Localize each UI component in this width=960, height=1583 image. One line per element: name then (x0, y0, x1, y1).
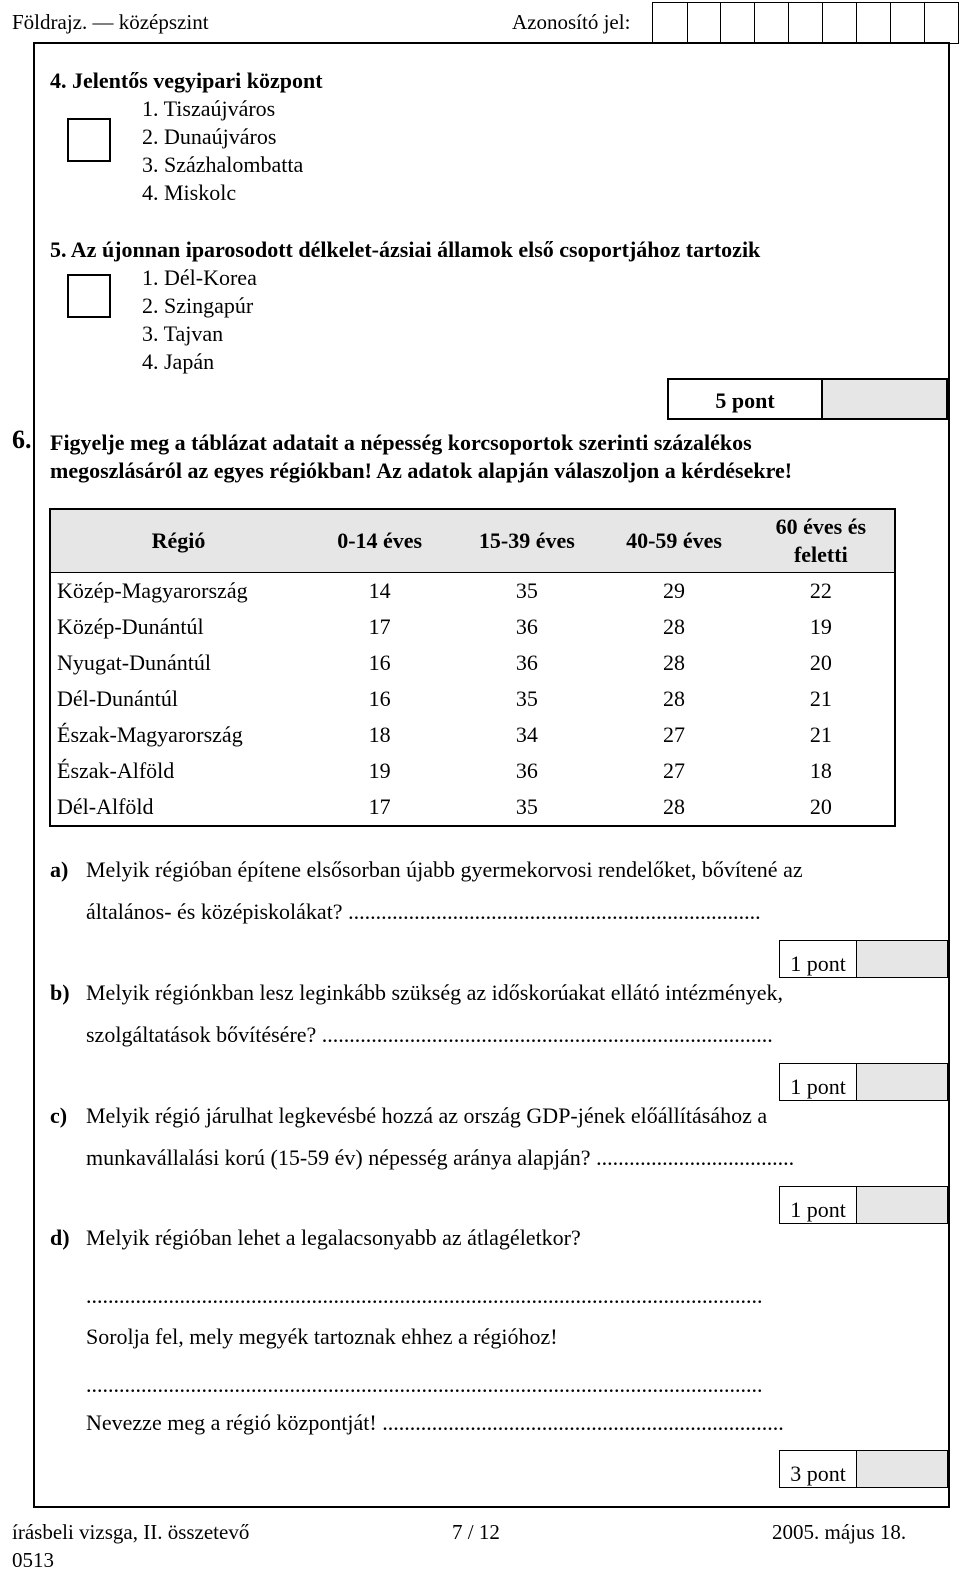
population-table (49, 508, 896, 827)
score-label: 1 pont (790, 1197, 846, 1222)
value-cell: 35 (515, 578, 538, 603)
q4-option: 2. Dunaújváros (142, 124, 277, 149)
q4-title: 4. Jelentős vegyipari központ (50, 68, 323, 93)
score-box-d (779, 1450, 948, 1488)
region-cell: Észak-Magyarország (57, 722, 243, 747)
value-cell: 35 (515, 794, 538, 819)
value-cell: 22 (809, 578, 832, 603)
score-label: 5 pont (715, 388, 775, 413)
q6-number: 6. (12, 425, 32, 454)
value-cell: 20 (809, 650, 832, 675)
table-row (50, 681, 895, 717)
score-label: 3 pont (790, 1461, 846, 1486)
value-cell: 28 (663, 650, 686, 675)
table-row (50, 645, 895, 681)
score-box-q5 (667, 378, 948, 420)
table-header-row (50, 509, 895, 573)
id-box[interactable] (822, 2, 857, 44)
qa-line1: Melyik régióban építene elsősorban újabb gyermekorvosi rendelőket, bővítené az (86, 857, 803, 882)
region-cell: Nyugat-Dunántúl (57, 650, 211, 675)
value-cell: 27 (663, 722, 686, 747)
value-cell: 18 (809, 758, 832, 783)
value-cell: 36 (515, 758, 538, 783)
id-box[interactable] (924, 2, 959, 44)
value-cell: 18 (368, 722, 391, 747)
score-box-b (779, 1063, 948, 1101)
qd-line1: Melyik régióban lehet a legalacsonyabb az átlagéletkor? (86, 1225, 581, 1250)
footer-exam: írásbeli vizsga, II. összetevő (12, 1520, 250, 1544)
score-label: 1 pont (790, 951, 846, 976)
value-cell: 28 (663, 686, 686, 711)
table-row (50, 789, 895, 826)
region-cell: Észak-Alföld (57, 758, 175, 783)
col-header: 40-59 éves (600, 509, 747, 573)
q5-option: 1. Dél-Korea (142, 265, 257, 290)
qc-label: c) (50, 1103, 68, 1128)
qc-line2: munkavállalási korú (15-59 év) népesség aránya alapján? .................................... (86, 1145, 795, 1170)
qa-line2: általános- és középiskolákat? ........................................................................... (86, 899, 761, 924)
region-cell: Közép-Dunántúl (57, 614, 204, 639)
value-cell: 28 (663, 794, 686, 819)
footer-page: 7 / 12 (452, 1520, 500, 1544)
id-box[interactable] (720, 2, 755, 44)
score-box-c (779, 1186, 948, 1224)
q5-title: 5. Az újonnan iparosodott délkelet-ázsiai államok első csoportjához tartozik (50, 237, 761, 262)
id-box[interactable] (754, 2, 789, 44)
col-header: 0-14 éves (306, 509, 453, 573)
region-cell: Dél-Alföld (57, 794, 154, 819)
value-cell: 27 (663, 758, 686, 783)
score-cell[interactable] (856, 1451, 947, 1487)
q5-option: 4. Japán (142, 349, 215, 374)
q4-answer-box[interactable] (67, 118, 111, 162)
score-cell[interactable] (856, 941, 947, 977)
value-cell: 28 (663, 614, 686, 639)
table-row (50, 753, 895, 789)
score-label: 1 pont (790, 1074, 846, 1099)
value-cell: 19 (368, 758, 391, 783)
qb-label: b) (50, 980, 70, 1005)
qd-line2: Sorolja fel, mely megyék tartoznak ehhez a régióhoz! (86, 1324, 558, 1349)
id-box[interactable] (788, 2, 823, 44)
q4-option: 4. Miskolc (142, 180, 237, 205)
region-cell: Közép-Magyarország (57, 578, 248, 603)
col-header: 15-39 éves (453, 509, 600, 573)
id-box[interactable] (686, 2, 721, 44)
id-box[interactable] (856, 2, 891, 44)
q5-option: 2. Szingapúr (142, 293, 254, 318)
table-row (50, 573, 895, 610)
value-cell: 36 (515, 650, 538, 675)
id-box[interactable] (652, 2, 688, 44)
value-cell: 16 (368, 650, 391, 675)
q4-option: 3. Százhalombatta (142, 152, 304, 177)
col-header: 60 éves és feletti (748, 509, 895, 573)
q6-text-line2: megoszlásáról az egyes régiókban! Az adatok alapján válaszoljon a kérdésekre! (50, 458, 793, 483)
footer-date: 2005. május 18. (772, 1520, 907, 1544)
qd-label: d) (50, 1225, 70, 1250)
q5-option: 3. Tajvan (142, 321, 224, 346)
value-cell: 36 (515, 614, 538, 639)
qa-label: a) (50, 857, 69, 882)
value-cell: 20 (809, 794, 832, 819)
q6-text-line1: Figyelje meg a táblázat adatait a népesség korcsoportok szerinti százalékos (50, 430, 752, 455)
value-cell: 17 (368, 794, 391, 819)
score-cell[interactable] (856, 1064, 947, 1100)
value-cell: 29 (663, 578, 686, 603)
id-box[interactable] (890, 2, 925, 44)
qb-line2: szolgáltatások bővítésére? .................................................................................. (86, 1022, 773, 1047)
qb-line1: Melyik régiónkban lesz leginkább szükség az időskorúakat ellátó intézmények, (86, 980, 784, 1005)
q4-option: 1. Tiszaújváros (142, 96, 276, 121)
score-cell[interactable] (856, 1187, 947, 1223)
value-cell: 16 (368, 686, 391, 711)
value-cell: 21 (809, 722, 832, 747)
value-cell: 34 (515, 722, 538, 747)
value-cell: 35 (515, 686, 538, 711)
table-row (50, 717, 895, 753)
value-cell: 19 (809, 614, 832, 639)
q5-answer-box[interactable] (67, 274, 111, 318)
qd-line3: Nevezze meg a régió központját! ......................................................................... (86, 1410, 784, 1435)
header-subject: Földrajz. — középszint (12, 10, 209, 34)
score-cell[interactable] (821, 380, 946, 418)
qc-line1: Melyik régió járulhat legkevésbé hozzá az ország GDP-jének előállításához a (86, 1103, 768, 1128)
value-cell: 21 (809, 686, 832, 711)
table-row (50, 609, 895, 645)
footer-code: 0513 (12, 1548, 54, 1572)
score-box-a (779, 940, 948, 978)
col-header: Régió (50, 509, 306, 573)
value-cell: 17 (368, 614, 391, 639)
header-id-label: Azonosító jel: (512, 10, 631, 34)
value-cell: 14 (368, 578, 391, 603)
qd-answer-line2: ........................................................................................................................... (86, 1372, 763, 1397)
qd-answer-line1: ........................................................................................................................... (86, 1283, 763, 1308)
region-cell: Dél-Dunántúl (57, 686, 178, 711)
